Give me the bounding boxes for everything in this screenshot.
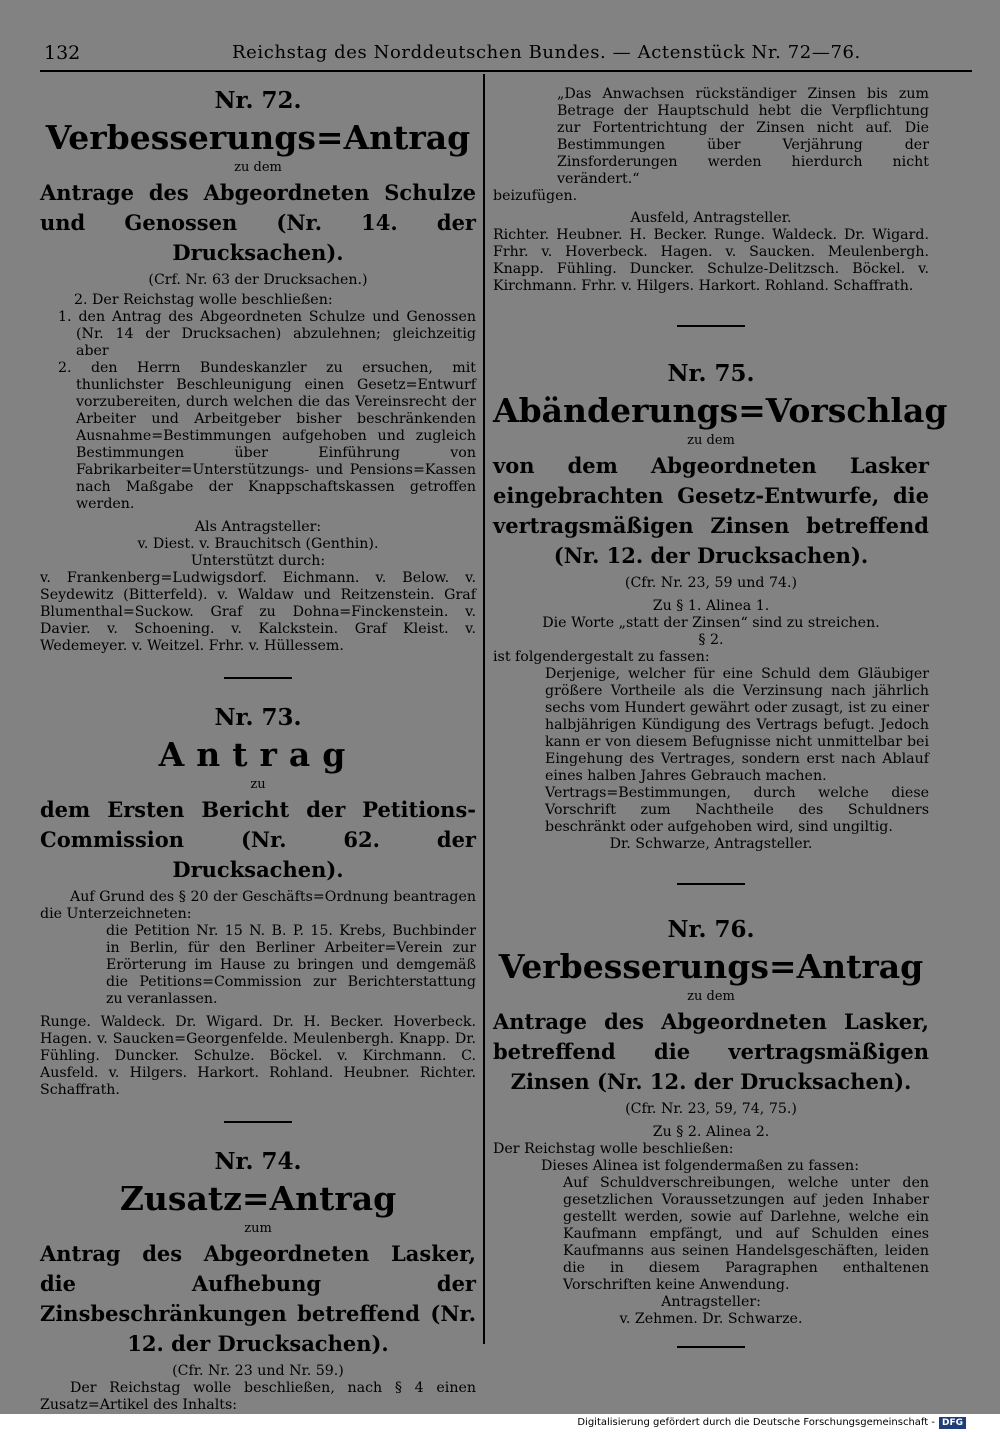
motion-item: 2. den Herrn Bundeskanzler zu ersuchen, mit thunlichster Beschleunigung einen Gesetz=Entwurf vorzubereiten, durch welchen die das Vereinsrecht der Arbeiter und Arbeitgeber bisher beschränkenden Ausnahme=Bestimmungen aufgehoben und zugleich Bestimmungen über Einführung von Fabrikarbeiter=Unterstützungs- und Pensions=Kassen nach Maßgabe der Knappschaftskassen getroffen werden. xyxy=(58,360,476,512)
column-divider xyxy=(483,74,485,1344)
movers: v. Zehmen. Dr. Schwarze. xyxy=(619,1311,803,1327)
section-separator xyxy=(677,325,745,327)
reference: (Cfr. Nr. 23 und Nr. 59.) xyxy=(172,1363,344,1379)
section-separator xyxy=(224,1121,292,1123)
section-subject: Antrag des Abgeordneten Lasker, die Aufhebung der Zinsbeschränkungen betreffend (Nr. 12. der Drucksachen). xyxy=(40,1241,476,1356)
section-subject: Antrage des Abgeordneten Schulze und Genossen (Nr. 14. der Drucksachen). xyxy=(40,180,476,265)
motion-closing: beizufügen. xyxy=(493,188,578,204)
amendment-body: Derjenige, welcher für eine Schuld dem Gläubiger größere Vortheile als die Verzinsung nach jährlich sechs vom Hundert gewährt oder zusagt, ist zu einer halbjährigen Kündigung des Vertrags befugt. Jedoch kann er von diesem Befugnisse nicht unmittelbar bei Eingehung des Vertrages, sondern erst nach Ablauf eines halben Jahres Gebrauch machen. xyxy=(545,666,929,784)
support-label: Unterstützt durch: xyxy=(190,553,326,569)
motion-body: die Petition Nr. 15 N. B. P. 15. Krebs, Buchbinder in Berlin, für den Berliner Arbeiter=Verein zur Erörterung im Hause zu bringen und demgemäß die Petitions=Commission zur Berichterstattung zu veranlassen. xyxy=(106,923,476,1007)
section-nr72 xyxy=(40,86,476,655)
section-nr73 xyxy=(40,703,476,1099)
mover-label: Als Antragsteller: xyxy=(194,519,322,535)
connector: zu dem xyxy=(687,989,735,1004)
running-head: Reichstag des Norddeutschen Bundes. — Actenstück Nr. 72—76. xyxy=(232,42,861,63)
motion-intro: Der Reichstag wolle beschließen, nach § 4 einen Zusatz=Artikel des Inhalts: xyxy=(40,1380,476,1413)
funding-note: Digitalisierung gefördert durch die Deutsche Forschungsgemeinschaft - xyxy=(577,1417,935,1428)
section-nr74 xyxy=(40,1147,476,1414)
mover: Ausfeld, Antragsteller. xyxy=(630,210,792,226)
page-header xyxy=(40,40,972,70)
motion-intro: 2. Der Reichstag wolle beschließen: xyxy=(74,292,333,308)
section-nr76 xyxy=(493,915,929,1328)
connector: zum xyxy=(244,1221,272,1236)
mover-label: Antragsteller: xyxy=(661,1294,761,1310)
motion-intro: Der Reichstag wolle beschließen: xyxy=(493,1141,734,1157)
section-number: Nr. 76. xyxy=(667,916,755,943)
section-nr75 xyxy=(493,359,948,853)
paragraph-ref: Zu § 1. Alinea 1. xyxy=(652,598,770,614)
motion-item: 1. den Antrag des Abgeordneten Schulze und Genossen (Nr. 14 der Drucksachen) abzulehnen; gleichzeitig aber xyxy=(58,309,476,359)
amendment-intro: Dieses Alinea ist folgendermaßen zu fassen: xyxy=(541,1158,859,1174)
digitization-footer xyxy=(577,1417,966,1429)
section-title: Verbesserungs=Antrag xyxy=(45,118,471,157)
dfg-logo: DFG xyxy=(939,1417,966,1429)
signers: Richter. Heubner. H. Becker. Runge. Waldeck. Dr. Wigard. Frhr. v. Hoverbeck. Hagen. v. Saucken. Meulenbergh. Knapp. Fühling. Duncker. Schulze-Delitzsch. Böckel. v. Kirchmann. Frhr. v. Hilgers. Harkort. Rohland. Schaffrath. xyxy=(493,227,929,294)
section-nr74-continued xyxy=(493,86,929,295)
movers: v. Diest. v. Brauchitsch (Genthin). xyxy=(137,536,379,552)
section-title: Zusatz=Antrag xyxy=(119,1179,397,1218)
supporters: v. Frankenberg=Ludwigsdorf. Eichmann. v. Below. v. Seydewitz (Bitterfeld). v. Waldaw und Reitzenstein. Graf Blumenthal=Suckow. Graf zu Dohna=Finckenstein. v. Davier. v. Schoening. v. Kalckstein. Graf Kleist. v. Wedemeyer. v. Weitzel. Frhr. v. Hüllessem. xyxy=(40,570,476,654)
motion-intro: Auf Grund des § 20 der Geschäfts=Ordnung beantragen die Unterzeichneten: xyxy=(40,889,476,922)
section-separator xyxy=(224,677,292,679)
section-subject: von dem Abgeordneten Lasker eingebrachten Gesetz-Entwurfe, die vertragsmäßigen Zinsen betreffend (Nr. 12. der Drucksachen). xyxy=(493,453,929,568)
section-separator xyxy=(677,883,745,885)
section-number: Nr. 75. xyxy=(667,360,755,387)
section-subject: dem Ersten Bericht der Petitions-Commission (Nr. 62. der Drucksachen). xyxy=(40,797,476,882)
section-separator xyxy=(677,1346,745,1348)
left-column xyxy=(40,80,476,1414)
amendment-body: Vertrags=Bestimmungen, durch welche diese Vorschrift zum Nachtheile des Schuldners beschränkt oder aufgehoben wird, sind ungiltig. xyxy=(545,785,929,835)
connector: zu xyxy=(250,777,266,792)
section-number: Nr. 74. xyxy=(214,1148,302,1175)
section-title: Antrag xyxy=(158,735,358,774)
section-subject: Antrage des Abgeordneten Lasker, betreffend die vertragsmäßigen Zinsen (Nr. 12. der Drucksachen). xyxy=(493,1009,929,1094)
signers: Runge. Waldeck. Dr. Wigard. Dr. H. Becker. Hoverbeck. Hagen. v. Saucken=Georgenfelde. Meulenbergh. Knapp. Dr. Fühling. Duncker. Schulze. Böckel. v. Kirchmann. C. Ausfeld. v. Hilgers. Harkort. Rohland. Heubner. Richter. Schaffrath. xyxy=(40,1014,476,1098)
section-number: Nr. 73. xyxy=(214,704,302,731)
section-title: Verbesserungs=Antrag xyxy=(498,947,924,986)
reference: (Cfr. Nr. 23, 59, 74, 75.) xyxy=(625,1101,797,1117)
mover: Dr. Schwarze, Antragsteller. xyxy=(609,836,813,852)
amendment-intro: ist folgendergestalt zu fassen: xyxy=(493,649,710,665)
page-number: 132 xyxy=(44,42,81,64)
reference: (Crf. Nr. 63 der Drucksachen.) xyxy=(148,272,368,288)
reference: (Cfr. Nr. 23, 59 und 74.) xyxy=(624,575,798,591)
amendment-body: Auf Schuldverschreibungen, welche unter den gesetzlichen Voraussetzungen auf jeden Inhaber gestellt werden, sowie auf Darlehne, welche ein Kaufmann empfängt, und auf Schulden eines Kaufmanns aus seinen Handelsgeschäften, leiden die in diesem Paragraphen enthaltenen Vorschriften keine Anwendung. xyxy=(563,1175,929,1293)
right-column xyxy=(493,80,948,1372)
section-title: Abänderungs=Vorschlag xyxy=(493,391,948,430)
paragraph-ref: § 2. xyxy=(698,632,724,648)
section-number: Nr. 72. xyxy=(214,87,302,114)
connector: zu dem xyxy=(687,433,735,448)
connector: zu dem xyxy=(234,160,282,175)
paragraph-ref: Zu § 2. Alinea 2. xyxy=(652,1124,770,1140)
quoted-article: „Das Anwachsen rückständiger Zinsen bis zum Betrage der Hauptschuld hebt die Verpflichtung zur Fortentrichtung der Zinsen nicht auf. Die Bestimmungen über Verjährung der Zinsforderungen werden hierdurch nicht verändert.“ xyxy=(557,86,929,187)
amendment-text: Die Worte „statt der Zinsen“ sind zu streichen. xyxy=(542,615,880,631)
header-rule xyxy=(40,70,972,72)
